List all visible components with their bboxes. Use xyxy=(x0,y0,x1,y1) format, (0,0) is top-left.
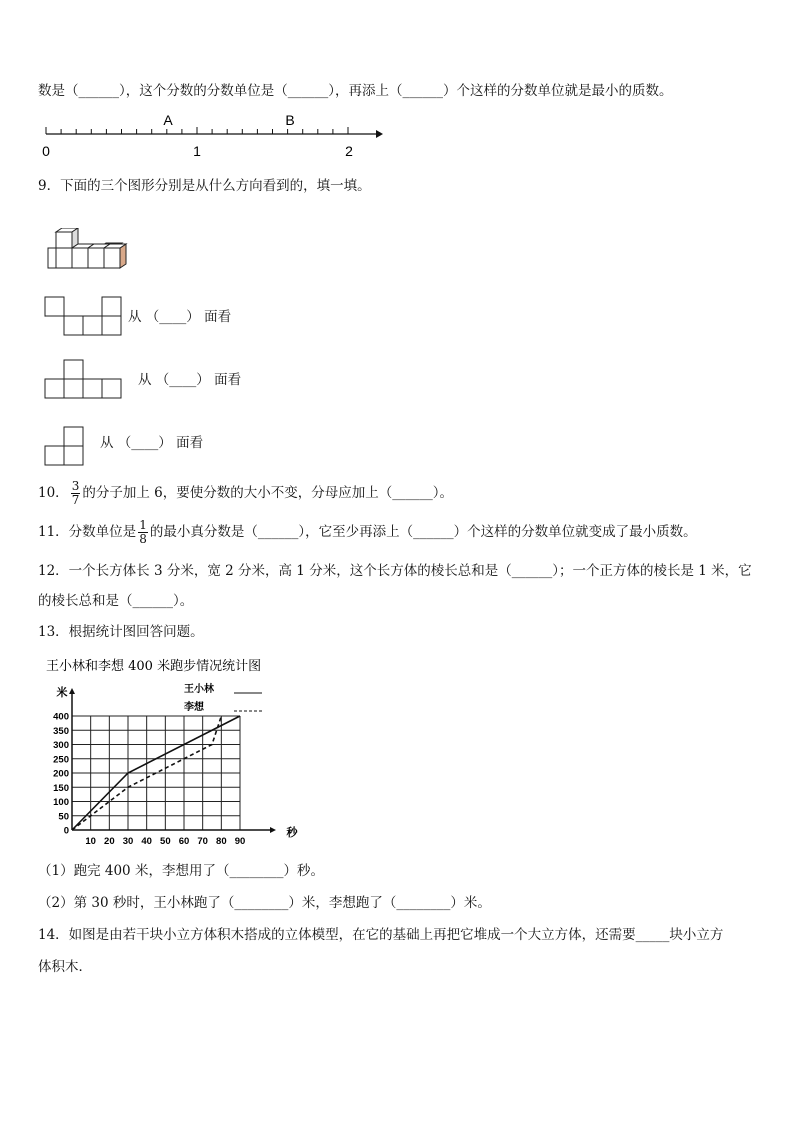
q9-stem: 9．下面的三个图形分别是从什么方向看到的，填一填。 xyxy=(38,178,371,194)
view3-figure xyxy=(44,426,86,466)
tick-label-0: 0 xyxy=(42,143,50,159)
q10-text: 的分子加上 6，要使分数的大小不变，分母应加上（______）。 xyxy=(82,485,453,501)
chart-xtick-label: 80 xyxy=(216,836,227,844)
q10-fraction-denominator: 7 xyxy=(71,493,80,507)
q14-line2: 体积木． xyxy=(38,959,92,975)
q14-line1: 14．如图是由若干块小立方体积木搭成的立体模型，在它的基础上再把它堆成一个大立方体，还需要_____块小立方 xyxy=(38,927,724,943)
chart-xtick-label: 10 xyxy=(85,836,96,844)
chart-ytick-label: 50 xyxy=(58,811,69,823)
q11-fraction-denominator: 8 xyxy=(139,532,147,546)
chart-ytick-label: 400 xyxy=(53,711,69,723)
q13-stem: 13．根据统计图回答问题。 xyxy=(38,624,204,640)
running-chart xyxy=(44,654,314,844)
q13-sub2: （2）第 30 秒时，王小林跑了（________）米，李想跑了（________）米。 xyxy=(38,895,491,911)
point-b-label: B xyxy=(285,112,295,128)
q11 xyxy=(38,517,697,547)
chart-xtick-label: 90 xyxy=(234,836,246,844)
chart-ylabel: 米 xyxy=(56,687,68,699)
chart-ytick-label: 200 xyxy=(53,768,69,780)
chart-xtick-label: 50 xyxy=(160,836,171,844)
chart-ytick-label: 250 xyxy=(53,754,69,766)
q10-prefix: 10． xyxy=(38,485,69,501)
chart-ytick-label: 150 xyxy=(53,782,69,794)
cube-model-figure xyxy=(42,228,132,274)
view2-label: 从 （____） 面看 xyxy=(138,372,242,388)
q8-text: 数是（______），这个分数的分数单位是（______），再添上（______）个这样的分数单位就是最小的质数。 xyxy=(38,83,673,99)
q13-sub1: （1）跑完 400 米，李想用了（________）秒。 xyxy=(38,863,324,879)
number-line xyxy=(38,110,388,162)
chart-xtick-label: 70 xyxy=(197,836,208,844)
q11-prefix: 11．分数单位是 xyxy=(38,524,137,540)
chart-xtick-label: 60 xyxy=(178,836,190,844)
chart-ytick-label: 0 xyxy=(63,825,69,837)
chart-title: 王小林和李想 400 米跑步情况统计图 xyxy=(46,659,262,674)
q11-fraction-numerator: 1 xyxy=(139,518,147,532)
q12-line2: 的棱长总和是（______）。 xyxy=(38,593,194,609)
q11-fraction xyxy=(138,519,148,546)
chart-ytick-label: 100 xyxy=(53,797,69,808)
q10 xyxy=(38,478,453,508)
view2-figure xyxy=(44,359,124,401)
number-line-arrow xyxy=(376,130,383,138)
q10-fraction-numerator: 3 xyxy=(71,479,80,493)
chart-xtick-label: 40 xyxy=(141,836,152,844)
chart-ytick-label: 350 xyxy=(53,725,69,737)
chart-x-arrow xyxy=(270,827,276,833)
q10-fraction xyxy=(71,480,81,507)
chart-xlabel: 秒 xyxy=(286,827,298,839)
q11-text: 的最小真分数是（______），它至少再添上（______）个这样的分数单位就变成了最小质数。 xyxy=(149,524,697,540)
chart-y-arrow xyxy=(69,688,75,694)
tick-label-2: 2 xyxy=(345,143,353,159)
view1-label: 从 （____） 面看 xyxy=(128,309,232,325)
tick-label-1: 1 xyxy=(193,143,201,159)
chart-legend-label: 王小林 xyxy=(184,684,214,695)
view3-label: 从 （____） 面看 xyxy=(100,435,204,451)
view1-figure xyxy=(44,296,124,338)
chart-ytick-label: 300 xyxy=(53,740,69,751)
chart-xtick-label: 30 xyxy=(122,836,134,844)
point-a-label: A xyxy=(163,112,173,128)
chart-legend-label: 李想 xyxy=(184,702,204,713)
q12-line1: 12．一个长方体长 3 分米，宽 2 分米，高 1 分米，这个长方体的棱长总和是（______）；一个正方体的棱长是 1 米，它 xyxy=(38,563,752,579)
chart-xtick-label: 20 xyxy=(104,836,115,844)
